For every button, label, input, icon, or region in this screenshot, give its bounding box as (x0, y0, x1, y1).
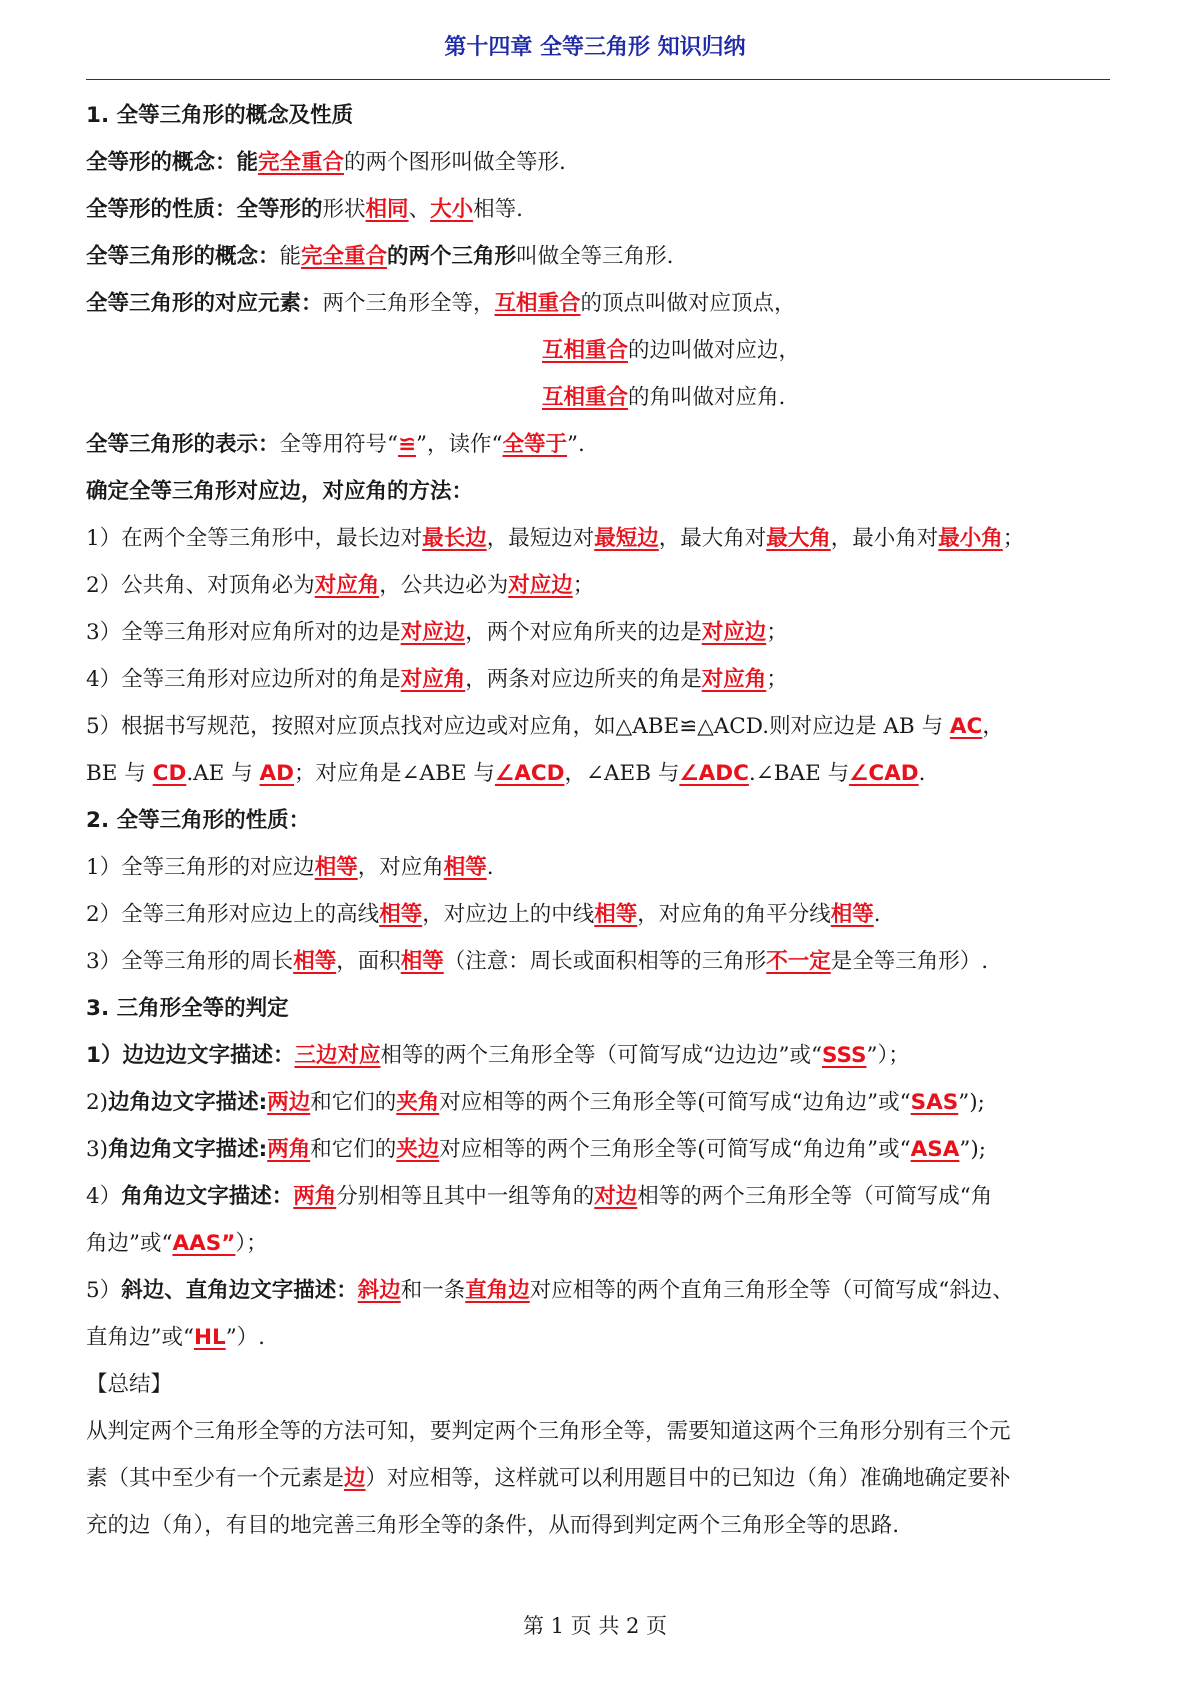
bold-text: 全等三角形的对应元素： (86, 291, 323, 316)
answer-highlight: ∠CAD (849, 761, 919, 786)
answer-highlight: AC (949, 714, 983, 739)
body-text: 叫做全等三角形. (516, 244, 674, 269)
body-text: 4） (86, 1184, 122, 1209)
bold-text: 边角边文字描述: (108, 1090, 268, 1115)
answer-highlight: 大小 (430, 197, 474, 222)
answer-highlight: 相等 (443, 855, 487, 880)
body-text: 3）全等三角形对应角所对的边是 (86, 620, 401, 645)
body-text: ，最短边对 (486, 526, 595, 551)
text-line (86, 1220, 1110, 1267)
body-text: ，最小角对 (830, 526, 939, 551)
answer-highlight: 对应边 (400, 620, 466, 645)
body-text: 相等的两个三角形全等（可简写成“边边边”或“ (380, 1043, 822, 1068)
text-line (86, 374, 1110, 421)
body-text: 两个三角形全等， (322, 291, 495, 316)
text-line (86, 1314, 1110, 1361)
text-line (86, 938, 1110, 985)
bold-text: 确定全等三角形对应边，对应角的方法： (86, 479, 474, 504)
text-line (86, 515, 1110, 562)
answer-highlight: 最大角 (766, 526, 831, 551)
answer-highlight: 夹角 (396, 1090, 440, 1115)
body-text: 2）全等三角形对应边上的高线 (86, 902, 380, 927)
text-line (86, 327, 1110, 374)
body-text: ”. (567, 432, 585, 457)
answer-highlight: 对应角 (701, 667, 767, 692)
answer-highlight: 全等于 (502, 432, 568, 457)
body-text: ，对应角的角平分线 (637, 902, 831, 927)
body-text: ”）； (866, 1043, 910, 1068)
answer-highlight: CD (152, 761, 187, 786)
answer-highlight: 两角 (293, 1184, 337, 1209)
body-text: 和它们的 (310, 1137, 397, 1162)
body-text: . (486, 855, 494, 880)
text-line (86, 186, 1110, 233)
body-text: 充的边（角），有目的地完善三角形全等的条件，从而得到判定两个三角形全等的思路. (86, 1513, 900, 1538)
text-line (86, 468, 1110, 515)
bold-text: 3. 三角形全等的判定 (86, 996, 289, 1021)
text-line (86, 750, 1110, 797)
body-text: 和它们的 (310, 1090, 397, 1115)
body-text: ，∠AEB 与 (564, 761, 680, 786)
body-text: ，面积 (336, 949, 401, 974)
answer-highlight: 相等 (830, 902, 874, 927)
answer-highlight: 最小角 (938, 526, 1003, 551)
answer-highlight: 相同 (365, 197, 409, 222)
body-text: 对应相等的两个三角形全等(可简写成“角边角”或“ (439, 1137, 911, 1162)
body-text: ，两个对应角所夹的边是 (465, 620, 702, 645)
bold-text: 斜边、直角边文字描述： (121, 1278, 358, 1303)
answer-highlight: 两角 (267, 1137, 311, 1162)
text-line (86, 1361, 1110, 1408)
document-body (86, 92, 1110, 1549)
text-line (86, 562, 1110, 609)
body-text: 和一条 (400, 1278, 466, 1303)
answer-highlight: 不一定 (766, 949, 831, 974)
body-text: ”); (958, 1090, 985, 1115)
body-text: 【总结】 (86, 1372, 173, 1397)
body-text: ；对应角是∠ABE 与 (294, 761, 495, 786)
body-text: ）； (235, 1231, 268, 1256)
answer-highlight: AAS” (172, 1231, 236, 1256)
body-text: 角边”或“ (86, 1231, 173, 1256)
bold-text: 全等三角形的表示： (86, 432, 280, 457)
body-text: 分别相等且其中一组等角的 (336, 1184, 595, 1209)
text-line (86, 1126, 1110, 1173)
body-text: ； (572, 573, 595, 598)
text-line (86, 703, 1110, 750)
answer-highlight: 互相重合 (542, 385, 629, 410)
text-line (86, 233, 1110, 280)
text-line (86, 1173, 1110, 1220)
body-text: 5） (86, 1278, 122, 1303)
bold-text: 角角边文字描述： (121, 1184, 294, 1209)
answer-highlight: 两边 (267, 1090, 311, 1115)
body-text: ”); (959, 1137, 986, 1162)
body-text: ）对应相等，这样就可以利用题目中的已知边（角）准确地确定要补 (365, 1466, 1011, 1491)
bold-text: 的两个三角形 (387, 244, 517, 269)
answer-highlight: 完全重合 (258, 150, 345, 175)
answer-highlight: 相等 (314, 855, 358, 880)
bold-text: 1）边边边文字描述： (86, 1043, 295, 1068)
body-text: . (918, 761, 926, 786)
answer-highlight: ∠ADC (679, 761, 749, 786)
body-text: .∠BAE 与 (748, 761, 850, 786)
answer-highlight: 对应边 (508, 573, 573, 598)
answer-highlight: 互相重合 (494, 291, 581, 316)
body-text: 3) (86, 1137, 109, 1162)
body-text: ，对应边上的中线 (422, 902, 595, 927)
answer-highlight: 对应角 (400, 667, 466, 692)
bold-text: 1. 全等三角形的概念及性质 (86, 103, 354, 128)
body-text: ， (982, 714, 1004, 739)
body-text: 相等. (473, 197, 523, 222)
text-line (86, 844, 1110, 891)
bold-text: 全等三角形的概念： (86, 244, 280, 269)
body-text: ，对应角 (357, 855, 444, 880)
body-text: 3）全等三角形的周长 (86, 949, 294, 974)
body-text: 1）在两个全等三角形中，最长边对 (86, 526, 423, 551)
body-text: BE 与 (86, 761, 153, 786)
answer-highlight: 对应边 (701, 620, 767, 645)
body-text: 的边叫做对应边， (628, 338, 801, 363)
answer-highlight: 对应角 (314, 573, 380, 598)
body-text: ； (766, 667, 788, 692)
text-line (86, 92, 1110, 139)
body-text: 1）全等三角形的对应边 (86, 855, 315, 880)
answer-highlight: AD (259, 761, 295, 786)
body-text: 从判定两个三角形全等的方法可知，要判定两个三角形全等，需要知道这两个三角形分别有三个元 (86, 1419, 1011, 1444)
answer-highlight: 斜边 (357, 1278, 401, 1303)
bold-text: 2. 全等三角形的性质： (86, 808, 311, 833)
answer-highlight: 对边 (594, 1184, 638, 1209)
answer-highlight: SAS (910, 1090, 959, 1115)
answer-highlight: 直角边 (465, 1278, 530, 1303)
body-text: 的两个图形叫做全等形. (344, 150, 566, 175)
answer-highlight: HL (193, 1325, 226, 1350)
body-text: 2) (86, 1090, 109, 1115)
body-text: ”，读作“ (416, 432, 503, 457)
answer-highlight: 夹边 (396, 1137, 440, 1162)
answer-highlight: 三边对应 (294, 1043, 381, 1068)
answer-highlight: 互相重合 (542, 338, 629, 363)
body-text: （注意：周长或面积相等的三角形 (443, 949, 767, 974)
body-text: 直角边”或“ (86, 1325, 194, 1350)
text-line (86, 609, 1110, 656)
body-text: ； (766, 620, 788, 645)
body-text: 是全等三角形）. (830, 949, 989, 974)
body-text: . (873, 902, 881, 927)
answer-highlight: ∠ACD (494, 761, 565, 786)
bold-text: 全等形的性质： (86, 197, 237, 222)
text-line (86, 1032, 1110, 1079)
body-text: 5）根据书写规范，按照对应顶点找对应边或对应角，如△ABE≌△ACD.则对应边是 AB 与 (86, 714, 950, 739)
body-text: ，最大角对 (658, 526, 767, 551)
text-line (86, 985, 1110, 1032)
body-text: 的角叫做对应角. (628, 385, 786, 410)
page-footer: 第 1 页 共 2 页 (522, 1614, 668, 1638)
text-line (86, 1267, 1110, 1314)
body-text: 全等用符号“ (279, 432, 399, 457)
answer-highlight: 最长边 (422, 526, 487, 551)
text-line (86, 139, 1110, 186)
bold-text: 角边角文字描述: (108, 1137, 268, 1162)
text-line (86, 280, 1110, 327)
body-text: 的顶点叫做对应顶点， (580, 291, 796, 316)
answer-highlight: 相等 (293, 949, 337, 974)
header-divider (86, 79, 1110, 80)
body-text: 、 (408, 197, 431, 222)
body-text: .AE 与 (186, 761, 260, 786)
answer-highlight: 最短边 (594, 526, 659, 551)
page-title: 第十四章 全等三角形 知识归纳 (444, 35, 746, 60)
text-line (86, 656, 1110, 703)
body-text: 素（其中至少有一个元素是 (86, 1466, 345, 1491)
bold-text: 全等形的 (236, 197, 323, 222)
answer-highlight: SSS (821, 1043, 867, 1068)
body-text: 形状 (322, 197, 366, 222)
body-text: 能 (279, 244, 302, 269)
answer-highlight: 相等 (379, 902, 423, 927)
text-line (86, 1079, 1110, 1126)
answer-highlight: 边 (344, 1466, 366, 1491)
answer-highlight: ≌ (398, 432, 417, 457)
body-text: 对应相等的两个直角三角形全等（可简写成“斜边、 (529, 1278, 1014, 1303)
text-line (86, 1408, 1110, 1455)
bold-text: 能 (236, 150, 259, 175)
text-line (86, 1502, 1110, 1549)
body-text: ，公共边必为 (379, 573, 509, 598)
answer-highlight: ASA (910, 1137, 960, 1162)
body-text: ； (1002, 526, 1025, 551)
body-text: 对应相等的两个三角形全等(可简写成“边角边”或“ (439, 1090, 911, 1115)
answer-highlight: 相等 (594, 902, 638, 927)
body-text: 相等的两个三角形全等（可简写成“角 (637, 1184, 993, 1209)
text-line (86, 1455, 1110, 1502)
text-line (86, 797, 1110, 844)
body-text: ，两条对应边所夹的角是 (465, 667, 702, 692)
answer-highlight: 相等 (400, 949, 444, 974)
body-text: ”）. (225, 1325, 266, 1350)
text-line (86, 891, 1110, 938)
text-line (86, 421, 1110, 468)
body-text: 2）公共角、对顶角必为 (86, 573, 315, 598)
answer-highlight: 完全重合 (301, 244, 388, 269)
bold-text: 全等形的概念： (86, 150, 237, 175)
body-text: 4）全等三角形对应边所对的角是 (86, 667, 401, 692)
